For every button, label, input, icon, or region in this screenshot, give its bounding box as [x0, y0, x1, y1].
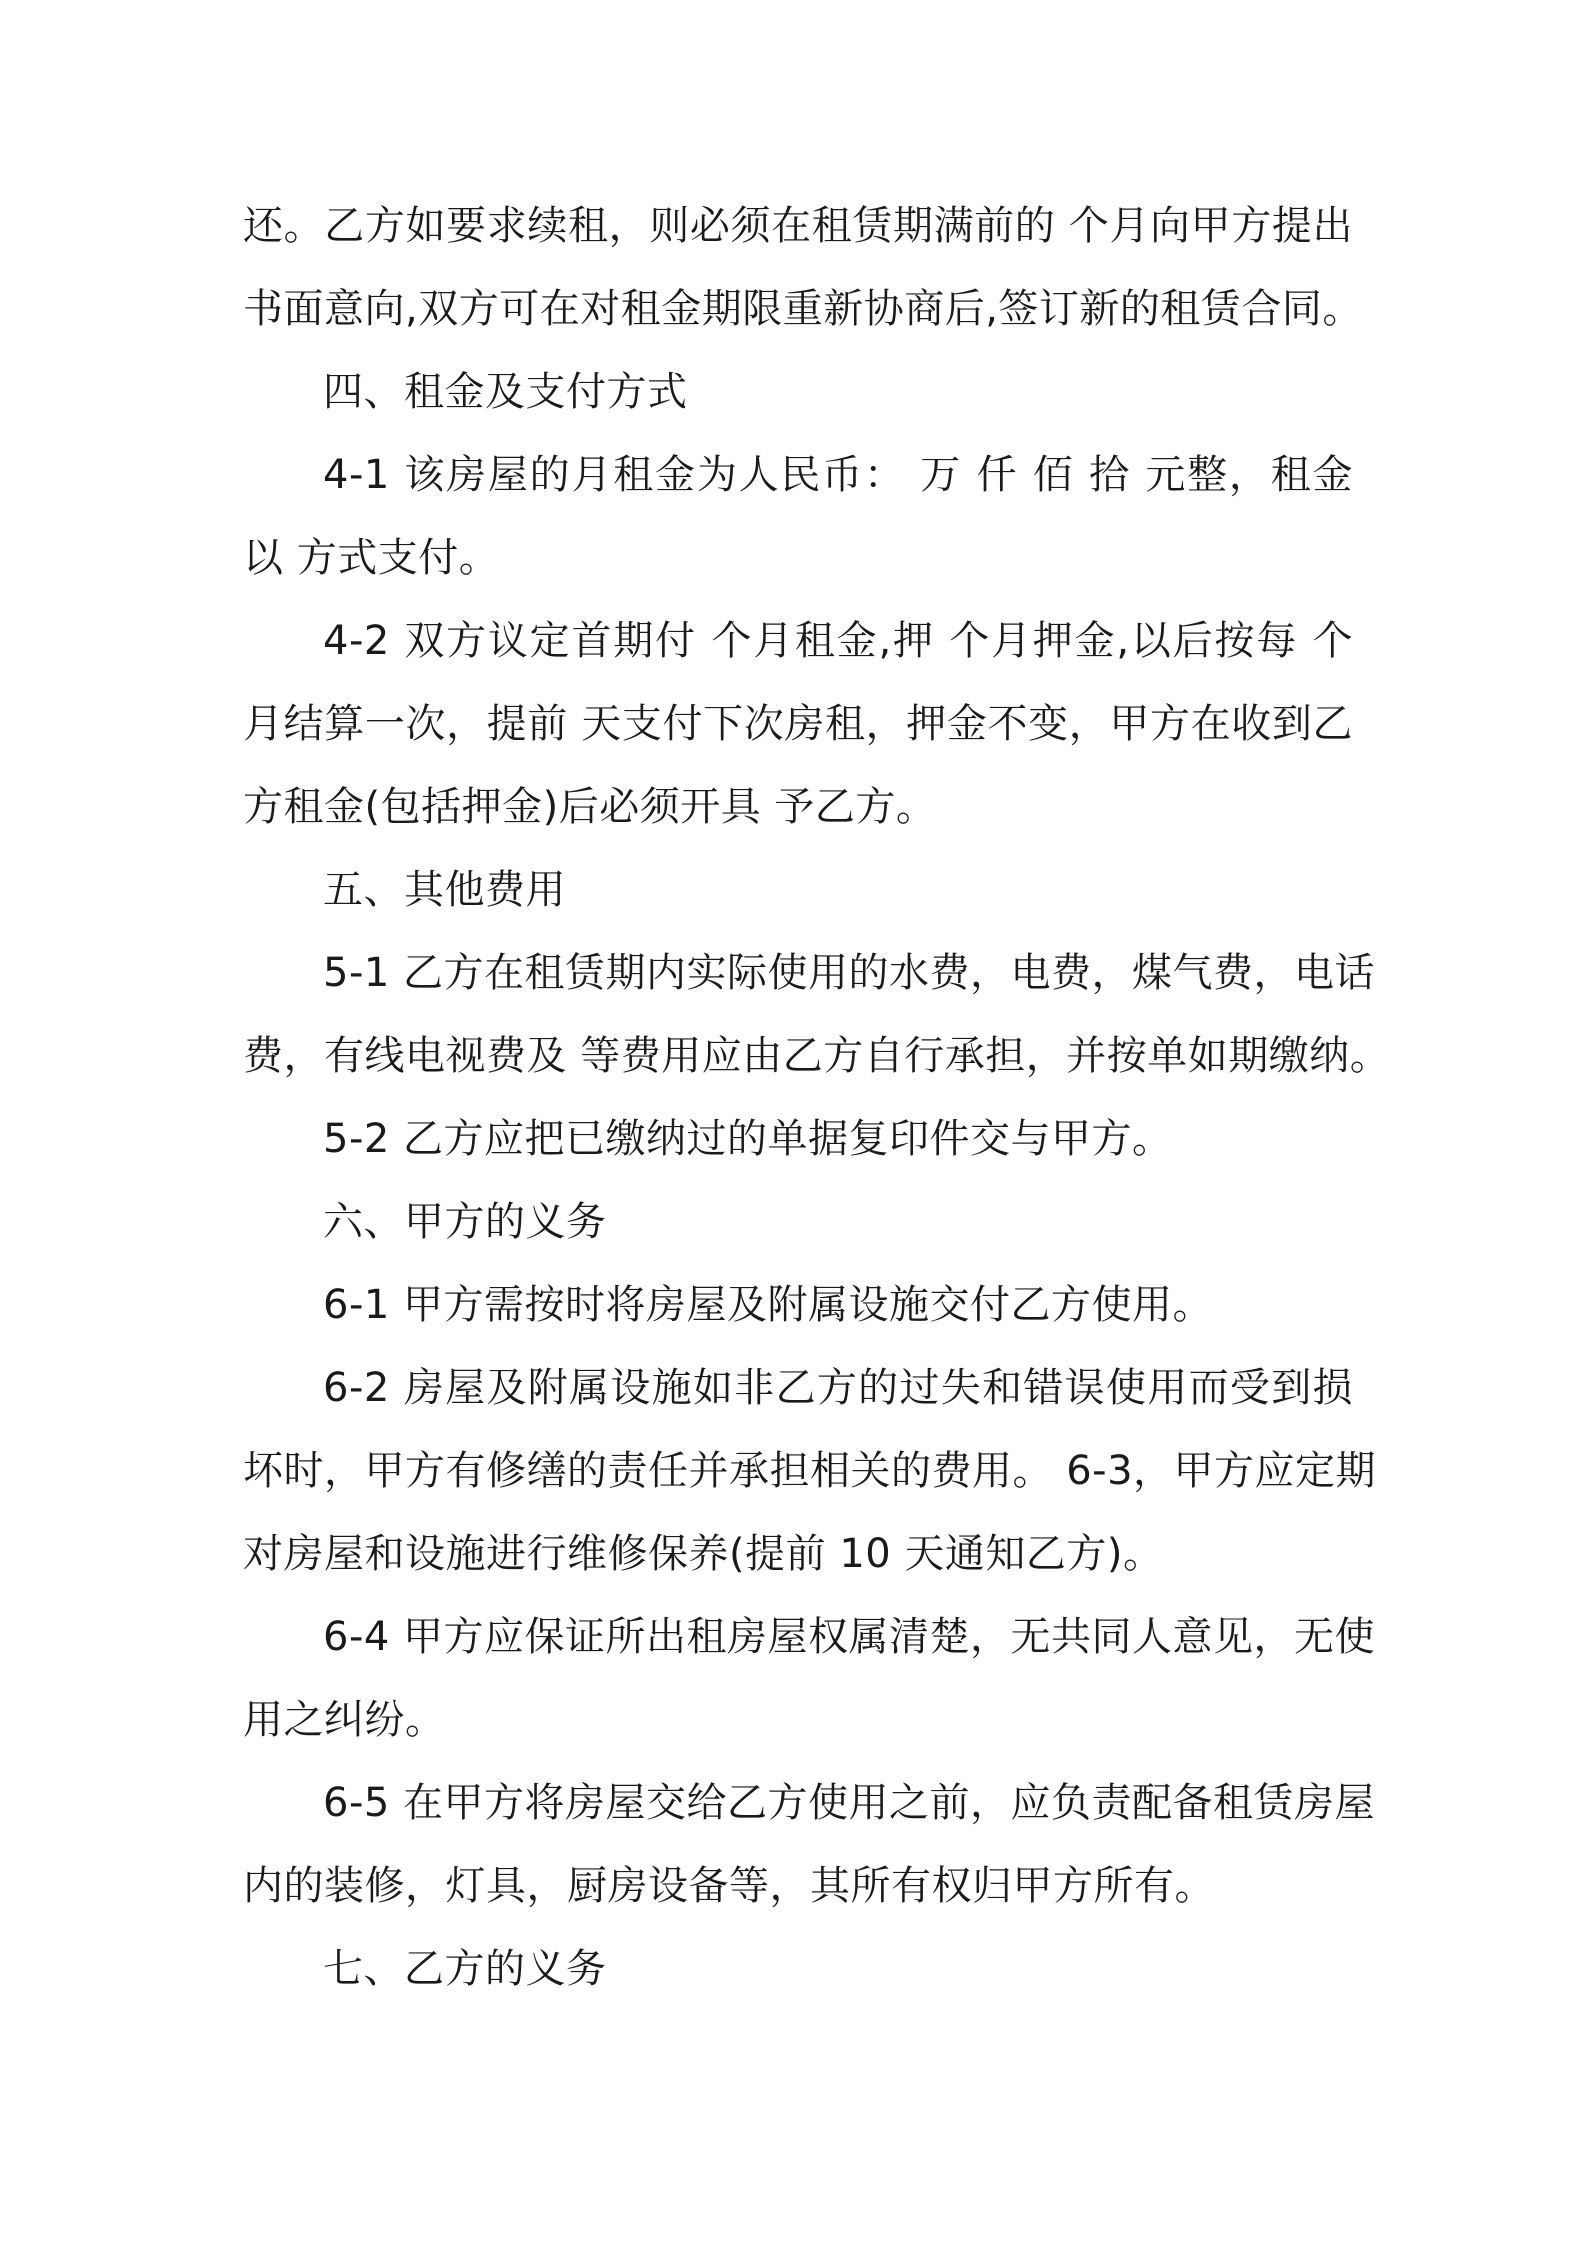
text-line: 6-2 房屋及附属设施如非乙方的过失和错误使用而受到损	[323, 1365, 1353, 1411]
text-line: 还。乙方如要求续租，则必须在租赁期满前的 个月向甲方提出	[243, 203, 1353, 249]
text-line: 6-4 甲方应保证所出租房屋权属清楚，无共同人意见，无使	[323, 1614, 1376, 1660]
section-heading: 七、乙方的义务	[323, 1946, 607, 1992]
text-line: 用之纠纷。	[243, 1697, 446, 1743]
text-line: 方租金(包括押金)后必须开具 予乙方。	[243, 784, 937, 830]
text-line: 6-1 甲方需按时将房屋及附属设施交付乙方使用。	[323, 1282, 1214, 1328]
text-line: 4-2 双方议定首期付 个月租金,押 个月押金,以后按每 个	[323, 618, 1353, 664]
section-heading: 五、其他费用	[323, 867, 566, 913]
text-line: 以 方式支付。	[243, 535, 500, 581]
text-line: 费，有线电视费及 等费用应由乙方自行承担，并按单如期缴纳。	[243, 1033, 1391, 1079]
text-line: 月结算一次，提前 天支付下次房租，押金不变，甲方在收到乙	[243, 701, 1353, 747]
text-line: 书面意向,双方可在对租金期限重新协商后,签订新的租赁合同。	[243, 286, 1363, 332]
section-heading: 四、租金及支付方式	[323, 369, 688, 415]
text-line: 6-5 在甲方将房屋交给乙方使用之前，应负责配备租赁房屋	[323, 1780, 1376, 1826]
text-line: 内的装修，灯具，厨房设备等，其所有权归甲方所有。	[243, 1863, 1215, 1909]
text-line: 对房屋和设施进行维修保养(提前 10 天通知乙方)。	[243, 1531, 1164, 1577]
text-line: 5-1 乙方在租赁期内实际使用的水费，电费，煤气费，电话	[323, 950, 1376, 996]
text-line: 5-2 乙方应把已缴纳过的单据复印件交与甲方。	[323, 1116, 1173, 1162]
text-line: 4-1 该房屋的月租金为人民币： 万 仟 佰 拾 元整，租金	[323, 452, 1353, 498]
text-line: 坏时，甲方有修缮的责任并承担相关的费用。 6-3，甲方应定期	[243, 1448, 1377, 1494]
section-heading: 六、甲方的义务	[323, 1199, 607, 1245]
